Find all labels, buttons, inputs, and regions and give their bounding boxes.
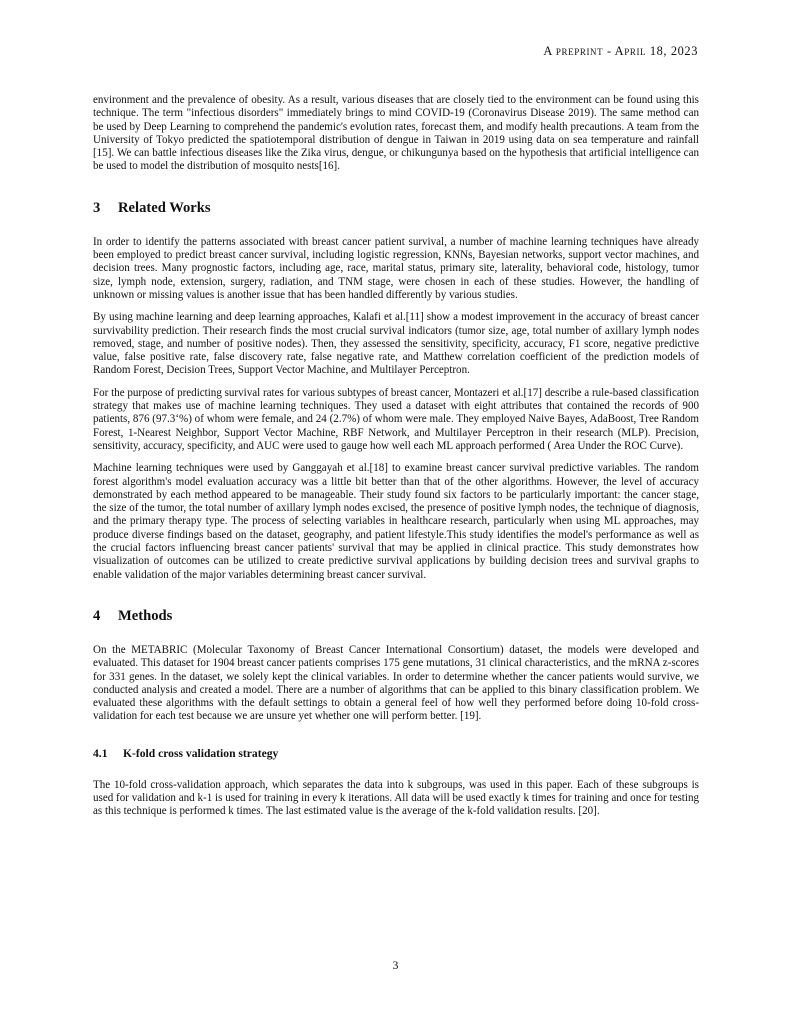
page-body bbox=[93, 94, 699, 828]
section-heading-related-works bbox=[93, 199, 699, 217]
methods-paragraph: On the METABRIC (Molecular Taxonomy of Breast Cancer International Consortium) dataset, the models were developed and evaluated. This dataset for 1904 breast cancer patients comprises 175 gene mutations, 31 clinical characteristics, and the mRNA z-scores for 331 genes. In the dataset, we solely kept the clinical variables. In order to determine whether the cancer patients would survive, we conducted analysis and created a model. There are a number of algorithms that can be applied to this binary classification problem. We evaluated these algorithms with the default settings to obtain a general feel of how well they performed before doing 10-fold cross-validation for each test because we are unsure yet whether one will perform better. [19]. bbox=[93, 643, 699, 723]
subsection-heading-kfold bbox=[93, 747, 699, 761]
related-works-paragraph: For the purpose of predicting survival rates for various subtypes of breast cancer, Montazeri et al.[17] describe a rule-based classification strategy that makes use of machine learning techniques. They used a dataset with eight attributes that contained the records of 900 patients, 876 (97.3‘%) of whom were female, and 24 (2.7%) of whom were male. They employed Naive Bayes, AdaBoost, Tree Random Forest, 1-Nearest Neighbor, Support Vector Machine, RBF Network, and Multilayer Perceptron in their research (MLP). Precision, sensitivity, accuracy, specificity, and AUC were used to gauge how well each ML approach performed ( Area Under the ROC Curve). bbox=[93, 386, 699, 452]
related-works-paragraph: In order to identify the patterns associated with breast cancer patient survival, a number of machine learning techniques have already been employed to predict breast cancer survival, including logistic regression, KNNs, Bayesian networks, support vector machines, and decision trees. Many prognostic factors, including age, race, marital status, primary site, laterality, behavioral code, histology, tumor size, lymph node, extension, surgery, radiation, and TNM stage, were chosen in each of these studies. However, the handling of unknown or missing values is another issue that has been handled differently by various studies. bbox=[93, 235, 699, 301]
subsection-title: K-fold cross validation strategy bbox=[123, 746, 279, 760]
section-heading-methods bbox=[93, 607, 699, 625]
running-header: A preprint - April 18, 2023 bbox=[543, 44, 698, 58]
section-number: 4 bbox=[93, 607, 101, 624]
intro-continued-paragraph: environment and the prevalence of obesity. As a result, various diseases that are closely tied to the environment can be found using this technique. The term "infectious disorders" immediately brings to mind COVID-19 (Coronavirus Disease 2019). The same method can be used by Deep Learning to comprehend the pandemic's evolution rates, forecast them, and modify health precautions. A team from the University of Tokyo predicted the spatiotemporal distribution of dengue in Taiwan in 2019 using data on sea temperature and rainfall [15]. We can battle infectious diseases like the Zika virus, dengue, or chikungunya based on the hypothesis that artificial intelligence can be used to model the distribution of mosquito nests[16]. bbox=[93, 94, 699, 173]
section-title: Methods bbox=[118, 607, 173, 624]
subsection-number: 4.1 bbox=[93, 746, 108, 760]
page-number: 3 bbox=[392, 960, 399, 972]
kfold-paragraph: The 10-fold cross-validation approach, which separates the data into k subgroups, was used in this paper. Each of these subgroups is used for validation and k-1 is used for training in every k iterations. All data will be used exactly k times for training and once for testing as this technique is performed k times. The last estimated value is the average of the k-fold validation results. [20]. bbox=[93, 778, 699, 818]
section-number: 3 bbox=[93, 199, 101, 216]
section-title: Related Works bbox=[118, 199, 211, 216]
related-works-paragraph: By using machine learning and deep learning approaches, Kalafi et al.[11] show a modest improvement in the accuracy of breast cancer survivability prediction. Their research finds the most crucial survival indicators (tumor size, age, total number of axillary lymph nodes removed, stage, and number of positive nodes). Then, they assessed the sensitivity, specificity, accuracy, F1 score, negative predictive value, false positive rate, false discovery rate, false negative rate, and Matthew correlation coefficient of the prediction models of Random Forest, Decision Trees, Support Vector Machine, and Multilayer Perceptron. bbox=[93, 311, 699, 377]
related-works-paragraph: Machine learning techniques were used by Ganggayah et al.[18] to examine breast cancer survival predictive variables. The random forest algorithm's model evaluation accuracy was a little bit better than that of the other algorithms. However, the level of accuracy demonstrated by each method appeared to be manageable. Their study found six factors to be particularly important: the cancer stage, the size of the tumor, the total number of axillary lymph nodes excised, the presence of positive lymph nodes, the technique of diagnosis, and the primary therapy type. The process of selecting variables in healthcare research, particularly when using ML approaches, may produce diverse findings based on the dataset, geography, and patient lifestyle.This study identifies the model's performance as well as the crucial factors influencing breast cancer patients' survival that may be applied in clinical practice. This study demonstrates how visualization of outcomes can be utilized to create predictive survival applications by building decision trees and survival graphs to enable validation of the major variables determining breast cancer survival. bbox=[93, 462, 699, 581]
